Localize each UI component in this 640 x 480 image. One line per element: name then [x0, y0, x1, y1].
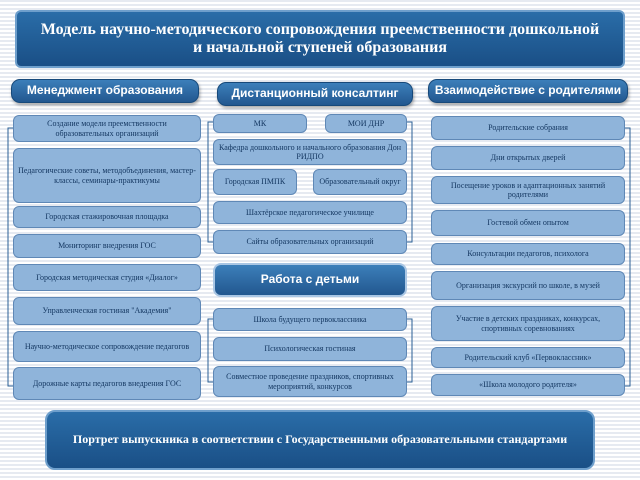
management-item-studio: Городская методическая студия «Диалог» — [13, 264, 201, 291]
management-item-roadmaps: Дорожные карты педагогов внедрения ГОС — [13, 367, 201, 400]
management-item-model: Создание модели преемственности образовательных организаций — [13, 115, 201, 142]
consulting-item-uchilishche: Шахтёрское педагогическое училище — [213, 201, 407, 224]
parents-item-excursions: Организация экскурсий по школе, в музей — [431, 271, 625, 300]
consulting-item-sites: Сайты образовательных организаций — [213, 230, 407, 254]
graduate-portrait: Портрет выпускника в соответствии с Государственными образовательными стандартами — [45, 410, 595, 470]
parents-item-young-parent: «Школа молодого родителя» — [431, 374, 625, 396]
header-consulting: Дистанционный консалтинг — [217, 82, 413, 106]
parents-item-open-days: Дни открытых дверей — [431, 146, 625, 170]
consulting-item-pmpk: Городская ПМПК — [213, 169, 297, 195]
consulting-item-kafedra: Кафедра дошкольного и начального образования Дон РИДПО — [213, 139, 407, 165]
kids-item-school: Школа будущего первоклассника — [213, 308, 407, 331]
management-item-support: Научно-методическое сопровождение педагогов — [13, 331, 201, 362]
consulting-item-mk: МК — [213, 114, 307, 133]
consulting-item-okrug: Образовательный округ — [313, 169, 407, 195]
parents-item-club: Родительский клуб «Первоклассник» — [431, 347, 625, 368]
parents-item-participation: Участие в детских праздниках, конкурсах, спортивных соревнованиях — [431, 306, 625, 341]
header-kids: Работа с детьми — [213, 263, 407, 297]
management-item-monitoring: Мониторинг внедрения ГОС — [13, 234, 201, 258]
management-item-academy: Управленческая гостиная "Академия" — [13, 297, 201, 325]
parents-item-lessons: Посещение уроков и адаптационных занятий родителями — [431, 176, 625, 204]
management-item-councils: Педагогические советы, методобъединения, мастер-классы, семинары-практикумы — [13, 148, 201, 203]
kids-item-psych: Психологическая гостиная — [213, 337, 407, 361]
parents-item-guest: Гостевой обмен опытом — [431, 210, 625, 236]
diagram-title: Модель научно-методического сопровождения преемственности дошкольной и начальной ступеней образования — [15, 10, 625, 68]
parents-item-consult: Консультации педагогов, психолога — [431, 243, 625, 265]
consulting-item-moi: МОИ ДНР — [325, 114, 407, 133]
kids-item-events: Совместное проведение праздников, спортивных мероприятий, конкурсов — [213, 366, 407, 397]
parents-item-meetings: Родительские собрания — [431, 116, 625, 140]
header-parents: Взаимодействие с родителями — [428, 79, 628, 103]
header-management: Менеджмент образования — [11, 79, 199, 103]
management-item-internship: Городская стажировочная площадка — [13, 206, 201, 228]
